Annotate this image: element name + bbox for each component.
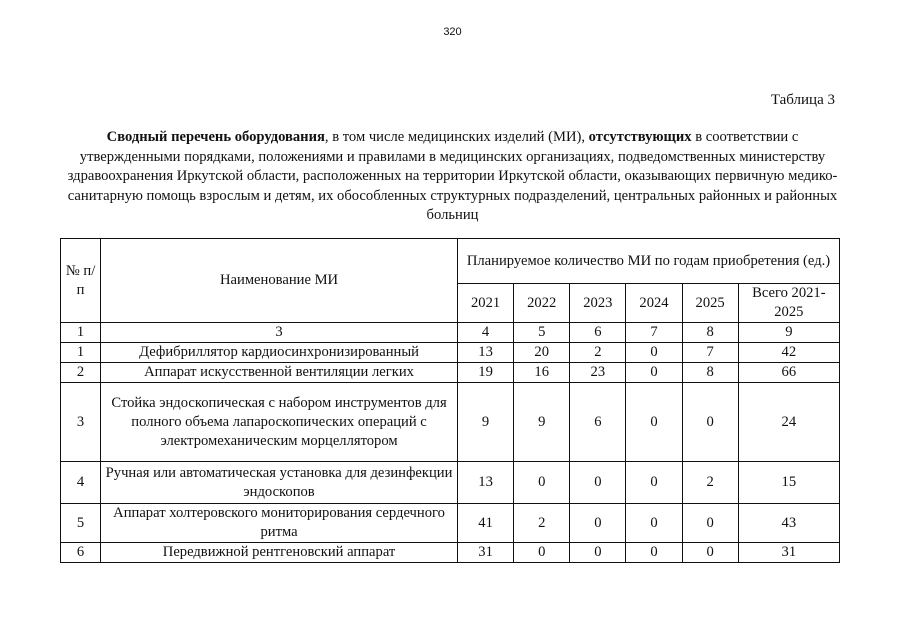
header-total: Всего 2021-2025 xyxy=(738,284,839,323)
header-name: Наименование МИ xyxy=(101,239,458,323)
heading-text-2: в соответствии с утвержденными порядками, положениями и правилами в медицинских организациях, подведомственных министерству здравоохранения Иркутской области, расположенных на территории Иркутской области, оказывающих первичную медико-санитарную помощь взрослым и детям, их обособленных структурных подразделений, центральных районных и районных больниц xyxy=(67,129,838,224)
row-value: 8 xyxy=(682,363,738,383)
row-value: 0 xyxy=(570,543,626,563)
row-value: 0 xyxy=(626,462,682,504)
row-value: 6 xyxy=(570,383,626,462)
row-value: 16 xyxy=(514,363,570,383)
row-num: 4 xyxy=(61,462,101,504)
row-num: 2 xyxy=(61,363,101,383)
table-label: Таблица 3 xyxy=(770,92,835,108)
row-value: 0 xyxy=(626,543,682,563)
row-value: 31 xyxy=(458,543,514,563)
table-row xyxy=(61,543,840,563)
table-row xyxy=(61,462,840,504)
row-name: Ручная или автоматическая установка для дезинфекции эндоскопов xyxy=(101,462,458,504)
row-value: 0 xyxy=(626,363,682,383)
header-year: 2022 xyxy=(514,284,570,323)
row-value: 23 xyxy=(570,363,626,383)
heading-text-1: , в том числе медицинских изделий (МИ), xyxy=(324,129,589,145)
row-value: 0 xyxy=(514,543,570,563)
header-planned: Планируемое количество МИ по годам приобретения (ед.) xyxy=(458,239,840,284)
row-value: 2 xyxy=(682,462,738,504)
equipment-table xyxy=(60,238,840,563)
document-heading xyxy=(60,128,845,226)
row-value: 0 xyxy=(682,543,738,563)
row-value: 0 xyxy=(570,504,626,543)
row-value: 13 xyxy=(458,462,514,504)
row-total: 43 xyxy=(738,504,839,543)
table-row xyxy=(61,343,840,363)
row-num: 1 xyxy=(61,343,101,363)
row-value: 0 xyxy=(626,383,682,462)
row-value: 7 xyxy=(682,343,738,363)
row-value: 41 xyxy=(458,504,514,543)
table-row xyxy=(61,504,840,543)
row-num: 5 xyxy=(61,504,101,543)
page-number: 320 xyxy=(443,26,462,38)
row-total: 31 xyxy=(738,543,839,563)
row-value: 0 xyxy=(626,504,682,543)
row-value: 2 xyxy=(514,504,570,543)
row-value: 19 xyxy=(458,363,514,383)
row-total: 15 xyxy=(738,462,839,504)
table-row xyxy=(61,363,840,383)
index-cell: 6 xyxy=(570,323,626,343)
row-name: Аппарат искусственной вентиляции легких xyxy=(101,363,458,383)
row-value: 0 xyxy=(682,504,738,543)
row-value: 0 xyxy=(570,462,626,504)
header-num: № п/п xyxy=(61,239,101,323)
row-value: 9 xyxy=(514,383,570,462)
row-total: 66 xyxy=(738,363,839,383)
index-cell: 9 xyxy=(738,323,839,343)
row-name: Аппарат холтеровского мониторирования сердечного ритма xyxy=(101,504,458,543)
header-year: 2024 xyxy=(626,284,682,323)
heading-bold-1: Сводный перечень оборудования xyxy=(106,129,325,145)
row-name: Дефибриллятор кардиосинхронизированный xyxy=(101,343,458,363)
row-value: 13 xyxy=(458,343,514,363)
row-name: Стойка эндоскопическая с набором инструментов для полного объема лапароскопических операций с электромеханическим морцеллятором xyxy=(101,383,458,462)
row-value: 0 xyxy=(514,462,570,504)
row-value: 20 xyxy=(514,343,570,363)
heading-bold-2: отсутствующих xyxy=(588,129,692,145)
row-num: 3 xyxy=(61,383,101,462)
row-num: 6 xyxy=(61,543,101,563)
index-cell: 1 xyxy=(61,323,101,343)
row-value: 0 xyxy=(682,383,738,462)
row-value: 2 xyxy=(570,343,626,363)
index-row xyxy=(61,323,840,343)
index-cell: 3 xyxy=(101,323,458,343)
header-year: 2023 xyxy=(570,284,626,323)
index-cell: 8 xyxy=(682,323,738,343)
header-year: 2021 xyxy=(458,284,514,323)
table-row xyxy=(61,383,840,462)
row-total: 42 xyxy=(738,343,839,363)
row-value: 0 xyxy=(626,343,682,363)
row-value: 9 xyxy=(458,383,514,462)
row-name: Передвижной рентгеновский аппарат xyxy=(101,543,458,563)
header-year: 2025 xyxy=(682,284,738,323)
index-cell: 5 xyxy=(514,323,570,343)
index-cell: 7 xyxy=(626,323,682,343)
index-cell: 4 xyxy=(458,323,514,343)
row-total: 24 xyxy=(738,383,839,462)
